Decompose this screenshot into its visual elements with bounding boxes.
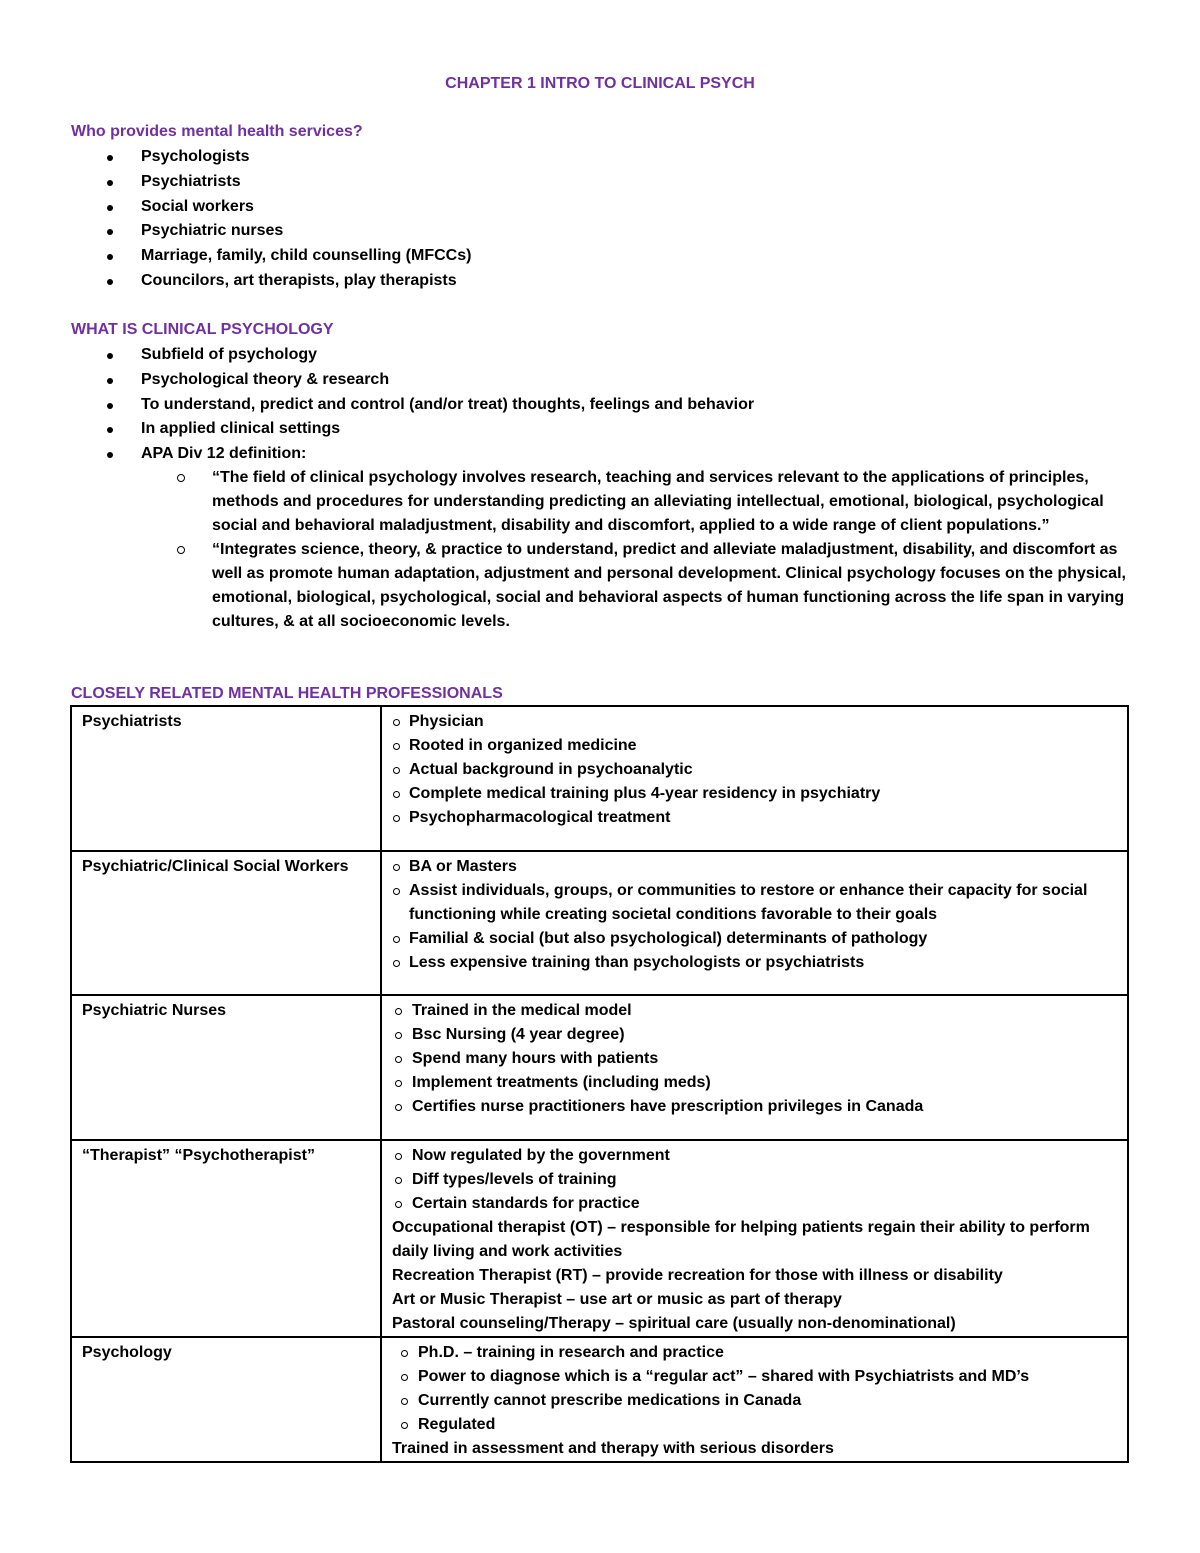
section-heading-related-professionals: CLOSELY RELATED MENTAL HEALTH PROFESSIONALS xyxy=(71,685,503,702)
detail-item: Actual background in psychoanalytic xyxy=(392,758,1117,782)
detail-item: Assist individuals, groups, or communities to restore or enhance their capacity for social functioning while creating societal conditions favorable to their goals xyxy=(392,879,1117,927)
profession-label: “Therapist” “Psychotherapist” xyxy=(71,1140,381,1337)
detail-item: Currently cannot prescribe medications in Canada xyxy=(398,1389,1117,1413)
definition-item: “Integrates science, theory, & practice to understand, predict and alleviate maladjustment, disability, and discomfort as well as promote human adaptation, adjustment and personal development. Clinical psychology focuses on the physical, emotional, biological, psychological, social and behavioral aspects of human functioning across the life span in varying cultures, & at all socioeconomic levels. xyxy=(176,538,1126,634)
detail-item: Certifies nurse practitioners have prescription privileges in Canada xyxy=(392,1095,1117,1119)
table-row xyxy=(71,995,1128,1140)
detail-item: BA or Masters xyxy=(392,855,1117,879)
professionals-table xyxy=(70,705,1129,1463)
section-heading-clinical-psychology: WHAT IS CLINICAL PSYCHOLOGY xyxy=(71,321,334,338)
detail-item: Power to diagnose which is a “regular act” – shared with Psychiatrists and MD’s xyxy=(398,1365,1117,1389)
detail-line: Art or Music Therapist – use art or music as part of therapy xyxy=(392,1291,842,1308)
list-item: In applied clinical settings xyxy=(71,417,754,442)
detail-item: Psychopharmacological treatment xyxy=(392,806,1117,830)
detail-item: Bsc Nursing (4 year degree) xyxy=(392,1023,1117,1047)
table-row xyxy=(71,1337,1128,1462)
profession-details xyxy=(381,1337,1128,1462)
detail-item: Familial & social (but also psychological) determinants of pathology xyxy=(392,927,1117,951)
detail-line: Pastoral counseling/Therapy – spiritual care (usually non-denominational) xyxy=(392,1315,956,1332)
list-item: Social workers xyxy=(71,195,471,220)
detail-item: Now regulated by the government xyxy=(392,1144,1117,1168)
page-title: CHAPTER 1 INTRO TO CLINICAL PSYCH xyxy=(445,75,755,92)
profession-label: Psychiatrists xyxy=(71,706,381,851)
profession-details xyxy=(381,995,1128,1140)
detail-item: Regulated xyxy=(398,1413,1117,1437)
detail-item: Complete medical training plus 4-year residency in psychiatry xyxy=(392,782,1117,806)
table-row xyxy=(71,1140,1128,1337)
list-item: APA Div 12 definition: xyxy=(71,442,754,467)
list-item: Psychologists xyxy=(71,145,471,170)
list-item: Marriage, family, child counselling (MFCCs) xyxy=(71,244,471,269)
table-row xyxy=(71,851,1128,995)
detail-item: Spend many hours with patients xyxy=(392,1047,1117,1071)
profession-label: Psychology xyxy=(71,1337,381,1462)
list-item: To understand, predict and control (and/or treat) thoughts, feelings and behavior xyxy=(71,393,754,418)
detail-line: Occupational therapist (OT) – responsible for helping patients regain their ability to perform daily living and work activities xyxy=(392,1219,1090,1260)
profession-details xyxy=(381,851,1128,995)
section-heading-providers: Who provides mental health services? xyxy=(71,123,363,140)
detail-item: Implement treatments (including meds) xyxy=(392,1071,1117,1095)
list-item: Subfield of psychology xyxy=(71,343,754,368)
definition-item: “The field of clinical psychology involves research, teaching and services relevant to the applications of principles, methods and procedures for understanding predicting an alleviating intellectual, emotional, biological, psychological social and behavioral maladjustment, disability and discomfort, applied to a wide range of client populations.” xyxy=(176,466,1126,538)
profession-details xyxy=(381,1140,1128,1337)
detail-line: Trained in assessment and therapy with serious disorders xyxy=(392,1440,834,1457)
detail-item: Certain standards for practice xyxy=(392,1192,1117,1216)
apa-definition-list xyxy=(176,466,1126,634)
detail-item: Trained in the medical model xyxy=(392,999,1117,1023)
list-item: Psychiatric nurses xyxy=(71,219,471,244)
clinical-psychology-list xyxy=(71,343,754,467)
providers-list xyxy=(71,145,471,294)
list-item: Psychiatrists xyxy=(71,170,471,195)
detail-item: Less expensive training than psychologists or psychiatrists xyxy=(392,951,1117,975)
profession-details xyxy=(381,706,1128,851)
detail-line: Recreation Therapist (RT) – provide recreation for those with illness or disability xyxy=(392,1267,1003,1284)
list-item: Councilors, art therapists, play therapists xyxy=(71,269,471,294)
table-row xyxy=(71,706,1128,851)
profession-label: Psychiatric Nurses xyxy=(71,995,381,1140)
detail-item: Diff types/levels of training xyxy=(392,1168,1117,1192)
detail-item: Ph.D. – training in research and practice xyxy=(398,1341,1117,1365)
detail-item: Rooted in organized medicine xyxy=(392,734,1117,758)
profession-label: Psychiatric/Clinical Social Workers xyxy=(71,851,381,995)
detail-item: Physician xyxy=(392,710,1117,734)
list-item: Psychological theory & research xyxy=(71,368,754,393)
